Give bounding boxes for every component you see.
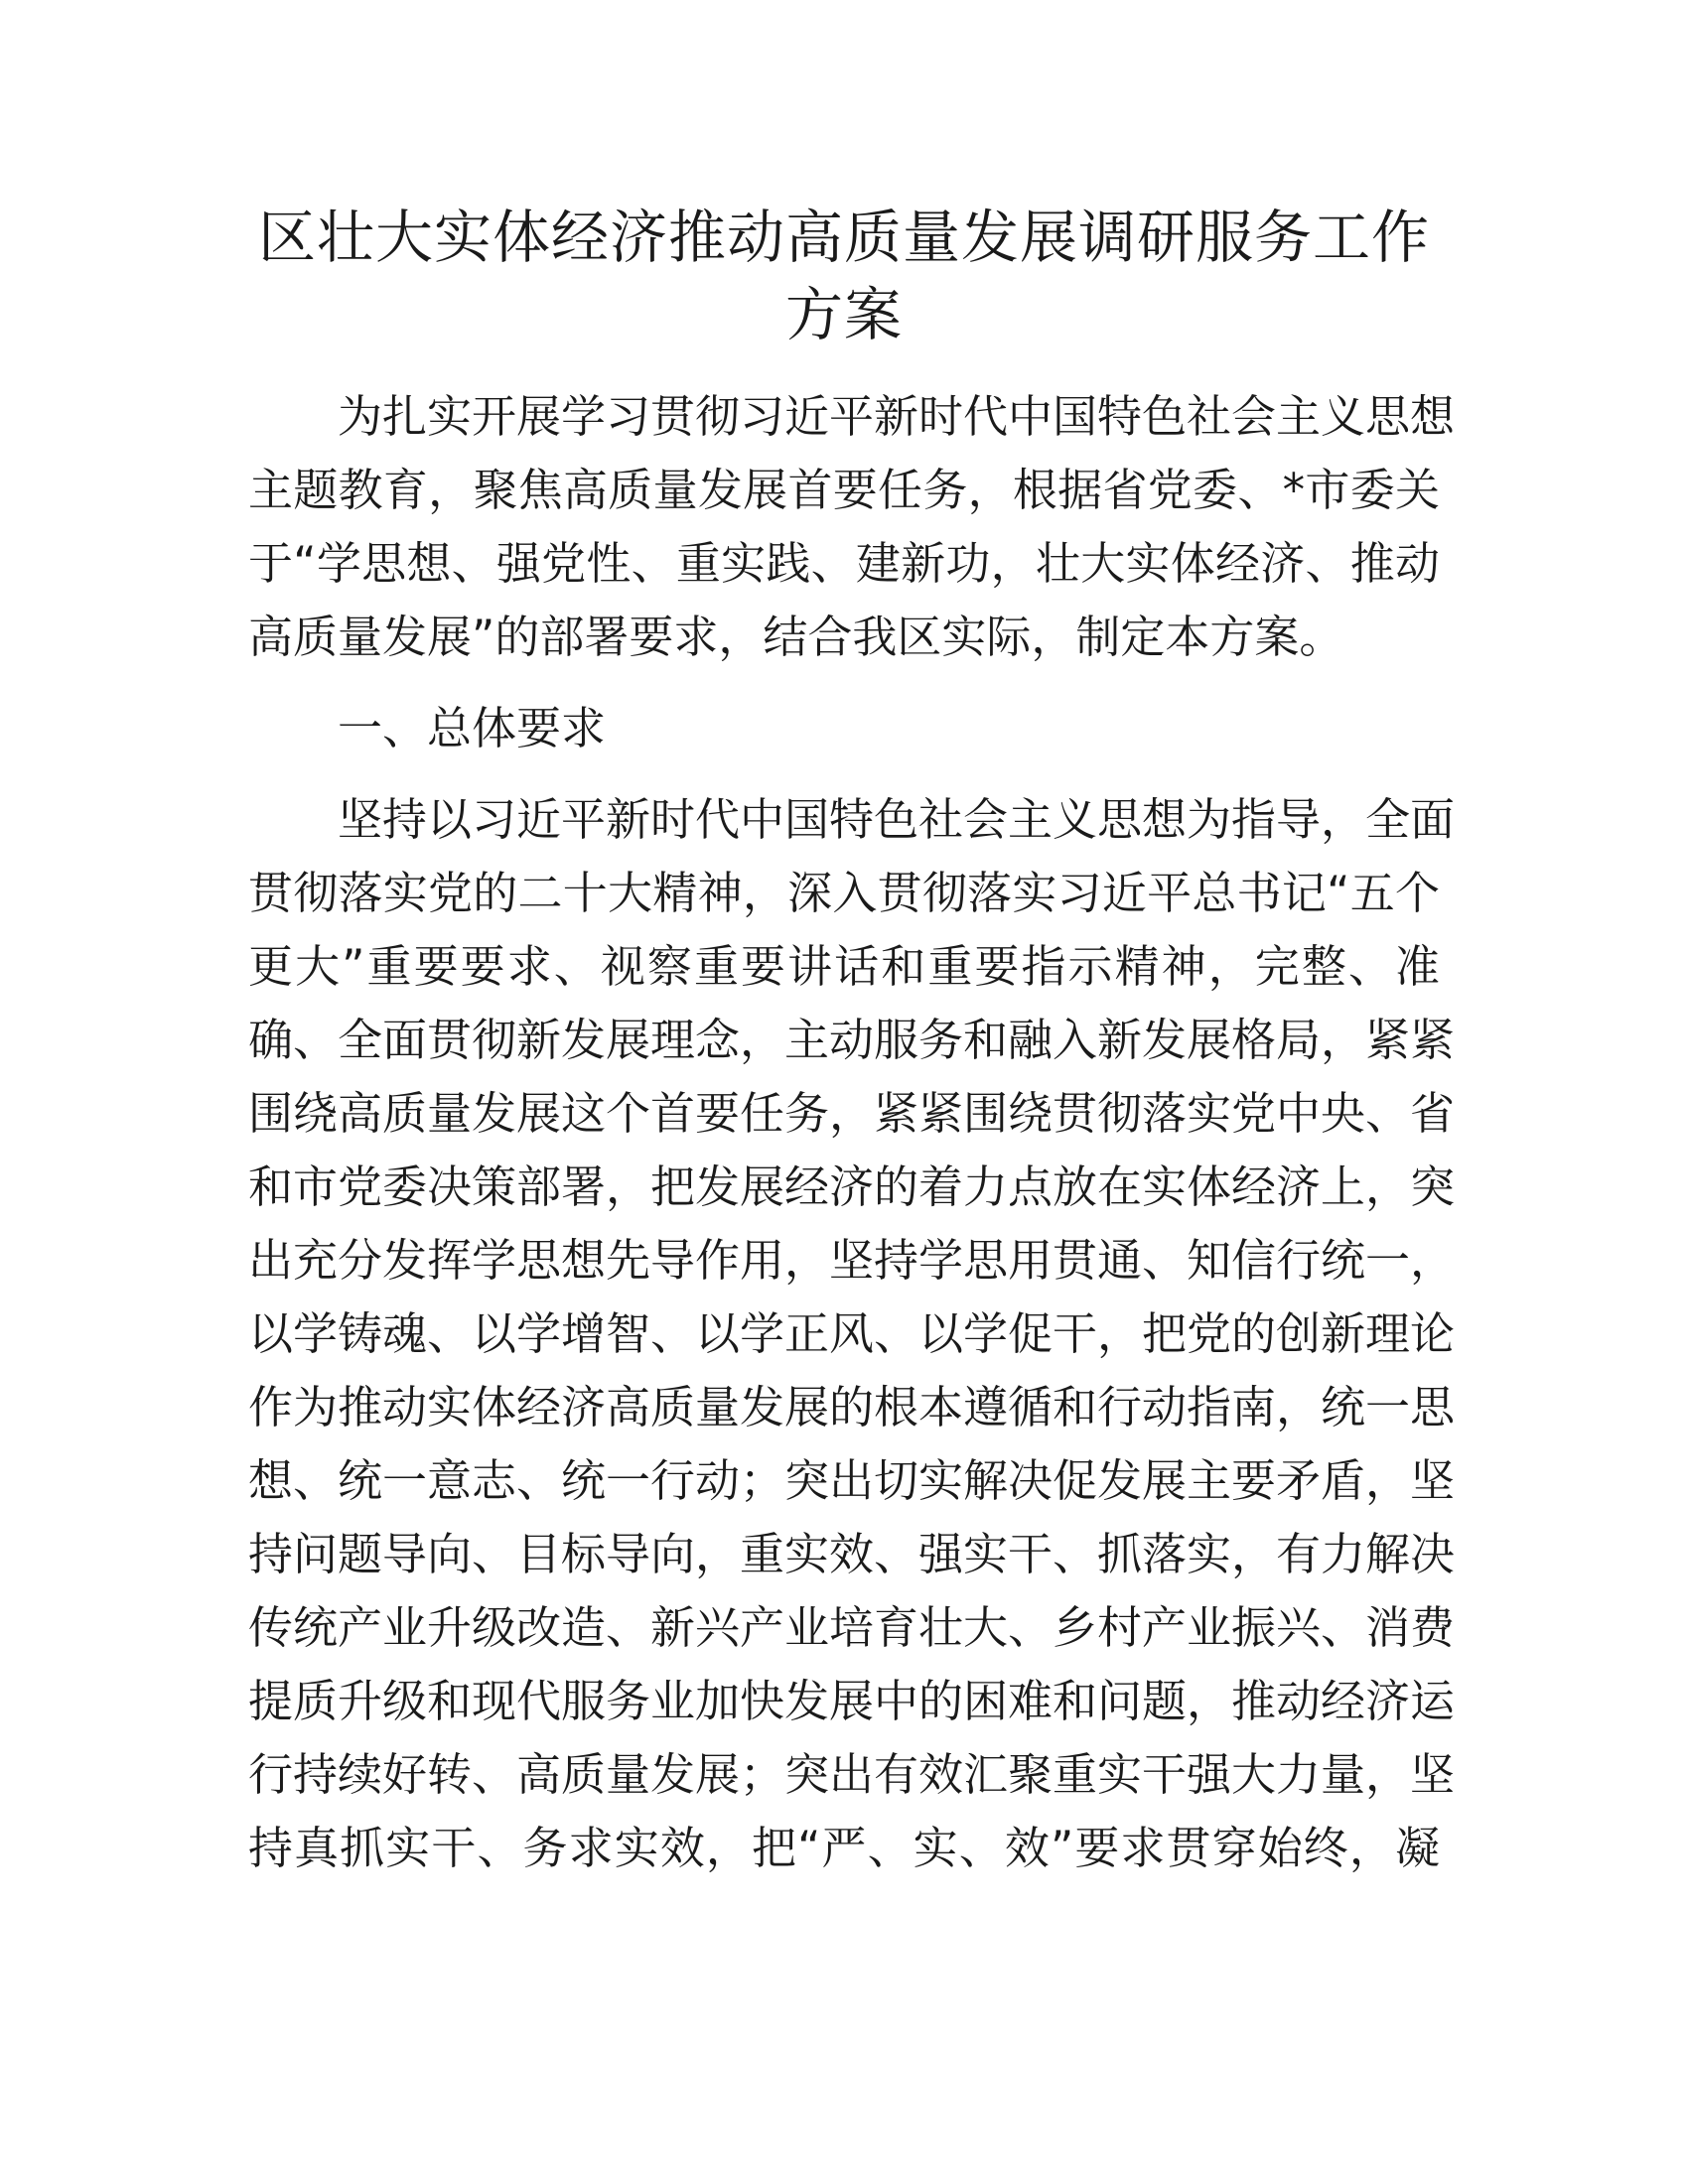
spacer	[248, 674, 1440, 692]
paragraph-line: 坚持以习近平新时代中国特色社会主义思想为指导，全面	[338, 793, 1456, 846]
section-paragraph	[248, 783, 1456, 1885]
document-body	[248, 380, 1456, 1885]
paragraph-line: 提质升级和现代服务业加快发展中的困难和问题，推动经济运	[248, 1675, 1456, 1727]
spacer	[248, 765, 1440, 783]
paragraph-line: 高质量发展”的部署要求，结合我区实际，制定本方案。	[248, 611, 1344, 663]
section-heading: 一、总体要求	[338, 702, 607, 754]
paragraph-line: 持真抓实干、务求实效，把“严、实、效”要求贯穿始终，凝	[248, 1822, 1440, 1874]
paragraph-line: 确、全面贯彻新发展理念，主动服务和融入新发展格局，紧紧	[248, 1014, 1456, 1066]
paragraph-line: 想、统一意志、统一行动；突出切实解决促发展主要矛盾，坚	[248, 1454, 1456, 1507]
paragraph-line: 主题教育，聚焦高质量发展首要任务，根据省党委、*市委关	[248, 464, 1440, 516]
paragraph-line: 传统产业升级改造、新兴产业培育壮大、乡村产业振兴、消费	[248, 1601, 1456, 1654]
paragraph-line: 以学铸魂、以学增智、以学正风、以学促干，把党的创新理论	[248, 1307, 1456, 1360]
paragraph-line: 贯彻落实党的二十大精神，深入贯彻落实习近平总书记“五个	[248, 867, 1440, 919]
paragraph-line: 持问题导向、目标导向，重实效、强实干、抓落实，有力解决	[248, 1528, 1456, 1580]
paragraph-line: 出充分发挥学思想先导作用，坚持学思用贯通、知信行统一，	[248, 1234, 1456, 1287]
paragraph-line: 作为推动实体经济高质量发展的根本遵循和行动指南，统一思	[248, 1381, 1456, 1433]
paragraph-line: 行持续好转、高质量发展；突出有效汇聚重实干强大力量，坚	[248, 1748, 1456, 1801]
paragraph-line: 更大”重要要求、视察重要讲话和重要指示精神，完整、准	[248, 940, 1440, 993]
paragraph-line: 和市党委决策部署，把发展经济的着力点放在实体经济上，突	[248, 1160, 1456, 1213]
paragraph-line: 围绕高质量发展这个首要任务，紧紧围绕贯彻落实党中央、省	[248, 1087, 1456, 1140]
paragraph-line: 于“学思想、强党性、重实践、建新功，壮大实体经济、推动	[248, 537, 1440, 590]
title-line: 区壮大实体经济推动高质量发展调研服务工作	[257, 204, 1430, 271]
intro-paragraph	[248, 380, 1456, 674]
title-line: 方案	[784, 281, 903, 348]
document-title	[248, 199, 1440, 353]
paragraph-line: 为扎实开展学习贯彻习近平新时代中国特色社会主义思想	[338, 390, 1456, 443]
